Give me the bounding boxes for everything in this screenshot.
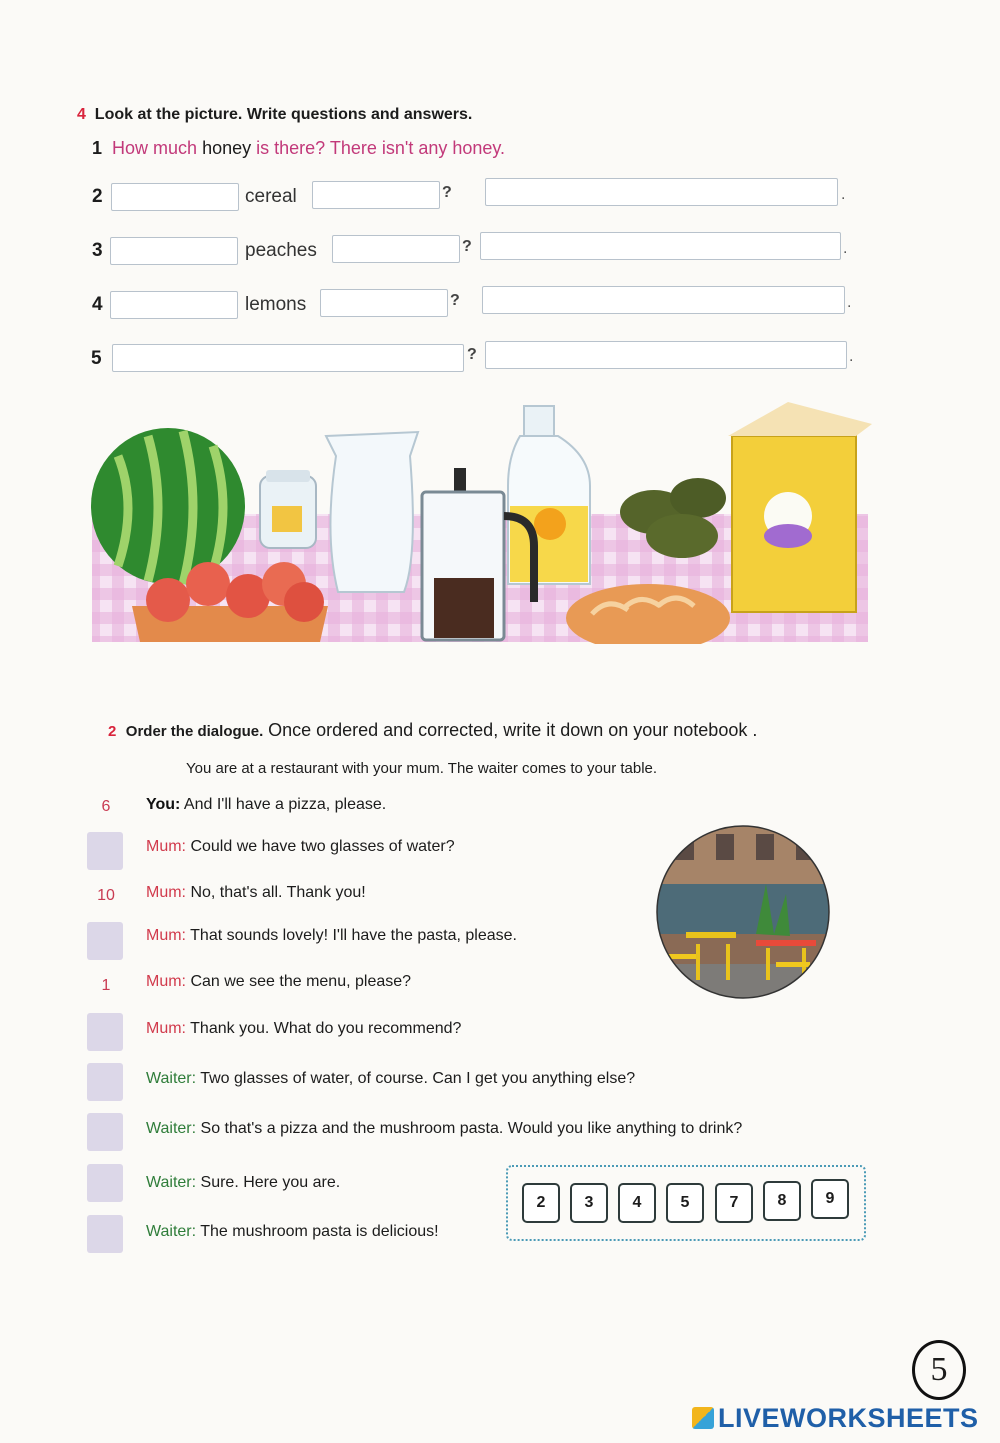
- line-text: So that's a pizza and the mushroom pasta. Would you like anything to drink?: [200, 1120, 743, 1137]
- restaurant-photo: [656, 824, 830, 1000]
- answer-input[interactable]: [111, 183, 239, 211]
- order-input[interactable]: [87, 832, 123, 870]
- line-text: Sure. Here you are.: [200, 1174, 341, 1191]
- dialogue-line: [146, 796, 386, 814]
- speaker: Waiter:: [146, 1174, 197, 1191]
- example-answer: is there? There isn't any honey.: [256, 138, 506, 158]
- number-tile[interactable]: 3: [570, 1183, 608, 1223]
- number-tile[interactable]: 7: [715, 1183, 753, 1223]
- exercise-number: 4: [77, 106, 86, 123]
- answer-input[interactable]: [485, 178, 838, 206]
- line-text: Thank you. What do you recommend?: [190, 1020, 462, 1037]
- order-number: 1: [101, 977, 111, 994]
- exercise-title: Order the dialogue.: [125, 723, 264, 740]
- honey-jar-icon: [260, 470, 316, 548]
- exercise-instruction: Once ordered and corrected, write it down on your notebook .: [268, 720, 758, 740]
- line-text: No, that's all. Thank you!: [190, 884, 366, 901]
- food-table-illustration: [88, 396, 872, 644]
- line-text: And I'll have a pizza, please.: [183, 796, 387, 813]
- full-stop: .: [849, 348, 854, 365]
- line-text: Could we have two glasses of water?: [190, 838, 455, 855]
- line-text: That sounds lovely! I'll have the pasta, please.: [190, 927, 517, 944]
- page-number: [912, 1340, 966, 1400]
- dialogue-line: [146, 1174, 340, 1192]
- exercise-4-heading: [77, 106, 472, 124]
- line-text: The mushroom pasta is delicious!: [200, 1223, 439, 1240]
- answer-input[interactable]: [320, 289, 448, 317]
- exercise-number: 2: [108, 723, 117, 740]
- speaker: Waiter:: [146, 1120, 197, 1137]
- juice-bottle-icon: [508, 406, 590, 584]
- full-stop: .: [843, 240, 848, 257]
- order-number: 6: [101, 798, 111, 815]
- row-number: 5: [91, 348, 102, 369]
- dialogue-line: [146, 838, 455, 856]
- answer-input[interactable]: [312, 181, 440, 209]
- dialogue-line: [146, 1070, 635, 1088]
- speaker: Waiter:: [146, 1223, 197, 1240]
- row-number: 2: [92, 186, 103, 207]
- full-stop: .: [841, 186, 846, 203]
- number-tile[interactable]: 9: [811, 1179, 849, 1219]
- row-number: 3: [92, 240, 103, 261]
- answer-input[interactable]: [110, 237, 238, 265]
- example-question-start: How much: [112, 138, 198, 158]
- order-input[interactable]: [87, 1164, 123, 1202]
- row-number: 4: [92, 294, 103, 315]
- dialogue-context: You are at a restaurant with your mum. The waiter comes to your table.: [186, 760, 658, 777]
- number-tile[interactable]: 4: [618, 1183, 656, 1223]
- order-input[interactable]: [87, 1113, 123, 1151]
- speaker: Waiter:: [146, 1070, 197, 1087]
- row-number: 1: [92, 138, 103, 158]
- liveworksheets-logo: [692, 1403, 979, 1433]
- order-input[interactable]: [87, 1215, 123, 1253]
- speaker: Mum:: [146, 927, 186, 944]
- answer-input[interactable]: [110, 291, 238, 319]
- row-word: peaches: [245, 240, 317, 261]
- answer-input[interactable]: [482, 286, 845, 314]
- speaker: Mum:: [146, 1020, 186, 1037]
- row-word: cereal: [245, 186, 297, 207]
- speaker: Mum:: [146, 884, 186, 901]
- order-input[interactable]: [87, 1063, 123, 1101]
- jug-icon: [326, 432, 418, 592]
- cereal-box-icon: [728, 402, 872, 612]
- dialogue-line: [146, 1020, 461, 1038]
- question-mark: ?: [442, 184, 452, 201]
- full-stop: .: [847, 294, 852, 311]
- dialogue-line: [146, 884, 366, 902]
- question-mark: ?: [450, 292, 460, 309]
- number-tile[interactable]: 8: [763, 1181, 801, 1221]
- speaker: Mum:: [146, 838, 186, 855]
- dialogue-line: [146, 973, 411, 991]
- row-word: lemons: [245, 294, 307, 315]
- line-text: Can we see the menu, please?: [190, 973, 412, 990]
- number-tile[interactable]: 2: [522, 1183, 560, 1223]
- answer-input[interactable]: [112, 344, 464, 372]
- answer-input[interactable]: [485, 341, 847, 369]
- example-word: honey: [202, 138, 252, 158]
- answer-input[interactable]: [480, 232, 841, 260]
- speaker: Mum:: [146, 973, 186, 990]
- speaker: You:: [146, 796, 181, 813]
- example-line: [92, 138, 505, 159]
- line-text: Two glasses of water, of course. Can I get you anything else?: [200, 1070, 636, 1087]
- page-number-text: 5: [930, 1351, 948, 1388]
- order-number: 10: [97, 887, 115, 904]
- number-tile[interactable]: 5: [666, 1183, 704, 1223]
- question-mark: ?: [467, 346, 477, 363]
- brand-name: LIVEWORKSHEETS: [718, 1402, 979, 1433]
- dialogue-line: [146, 1120, 742, 1138]
- exercise-2-heading: [108, 720, 757, 741]
- logo-icon: [692, 1407, 714, 1429]
- dialogue-line: [146, 1223, 439, 1241]
- exercise-title: Look at the picture. Write questions and answers.: [94, 106, 473, 123]
- order-input[interactable]: [87, 1013, 123, 1051]
- answer-input[interactable]: [332, 235, 460, 263]
- question-mark: ?: [462, 238, 472, 255]
- dialogue-line: [146, 927, 517, 945]
- order-input[interactable]: [87, 922, 123, 960]
- watermelon-icon: [91, 428, 245, 584]
